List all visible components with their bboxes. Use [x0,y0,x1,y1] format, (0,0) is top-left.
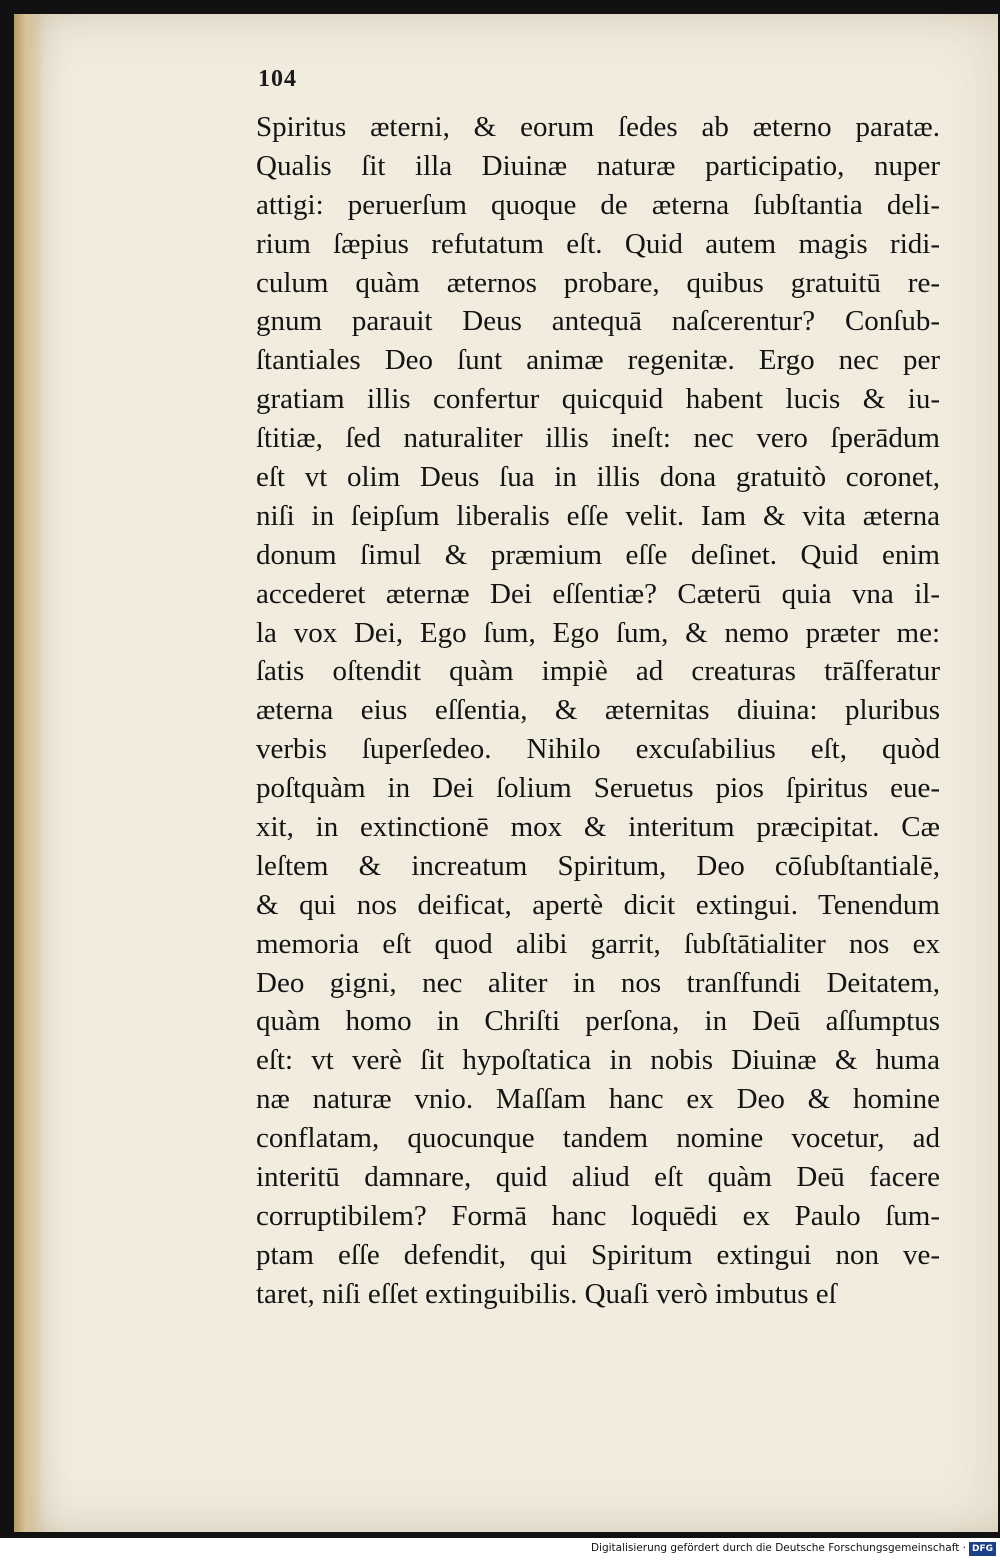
body-text [256,108,940,1314]
text-line: conflatam, quocunque tandem nomine vocetur, ad [256,1122,940,1155]
text-line: eſt: vt verè ſit hypoſtatica in nobis Diuinæ & huma [256,1044,940,1077]
text-line: gnum parauit Deus antequā naſcerentur? Conſub- [256,305,940,338]
page-number: 104 [258,66,297,92]
page-gutter-shadow [14,14,44,1532]
text-line: niſi in ſeipſum liberalis eſſe velit. Iam & vita æterna [256,499,940,532]
text-line: donum ſimul & præmium eſſe deſinet. Quid enim [256,538,940,571]
text-line: culum quàm æternos probare, quibus gratuitū re- [256,266,940,299]
text-line: eſt vt olim Deus ſua in illis dona gratuitò coronet, [256,461,940,494]
text-line: verbis ſuperſedeo. Nihilo excuſabilius eſt, quòd [256,733,940,766]
text-line: leſtem & increatum Spiritum, Deo cōſubſtantialē, [256,849,940,882]
text-line: memoria eſt quod alibi garrit, ſubſtātialiter nos ex [256,927,940,960]
text-line: æterna eius eſſentia, & æternitas diuina: pluribus [256,694,940,727]
text-line: interitū damnare, quid aliud eſt quàm Deū facere [256,1161,940,1194]
text-line: taret, niſi eſſet extinguibilis. Quaſi verò imbutus eſ [256,1277,837,1310]
text-line: ſtitiæ, ſed naturaliter illis ineſt: nec vero ſperādum [256,422,940,455]
text-line: Qualis ſit illa Diuinæ naturæ participatio, nuper [256,149,940,182]
text-line: næ naturæ vnio. Maſſam hanc ex Deo & homine [256,1083,940,1116]
text-line: quàm homo in Chriſti perſona, in Deū aſſumptus [256,1005,940,1038]
text-line: ſatis oſtendit quàm impiè ad creaturas trāſferatur [256,655,940,688]
text-line: attigi: peruerſum quoque de æterna ſubſtantia deli- [256,188,940,221]
dfg-logo-icon: DFG [969,1542,996,1556]
text-line: Spiritus æterni, & eorum ſedes ab æterno paratæ. [256,111,940,143]
text-line: Deo gigni, nec aliter in nos tranſfundi Deitatem, [256,966,940,999]
text-line: ſtantiales Deo ſunt animæ regenitæ. Ergo nec per [256,344,940,377]
funding-credit: Digitalisierung gefördert durch die Deutsche Forschungsgemeinschaft · [590,1542,966,1554]
text-line: & qui nos deificat, apertè dicit extingui. Tenendum [256,888,940,921]
text-line: poſtquàm in Dei ſolium Seruetus pios ſpiritus eue- [256,772,940,805]
text-line: accederet æternæ Dei eſſentiæ? Cæterū quia vna il- [256,577,940,610]
text-line: la vox Dei, Ego ſum, Ego ſum, & nemo præter me: [256,616,940,649]
text-line: xit, in extinctionē mox & interitum præcipitat. Cæ [256,811,940,844]
text-line: gratiam illis confertur quicquid habent lucis & iu- [256,383,940,416]
text-line: corruptibilem? Formā hanc loquēdi ex Paulo ſum- [256,1199,940,1232]
text-line: ptam eſſe defendit, qui Spiritum extingui non ve- [256,1238,940,1271]
text-line: rium ſæpius refutatum eſt. Quid autem magis ridi- [256,227,940,260]
digitization-footer [0,1538,1000,1560]
